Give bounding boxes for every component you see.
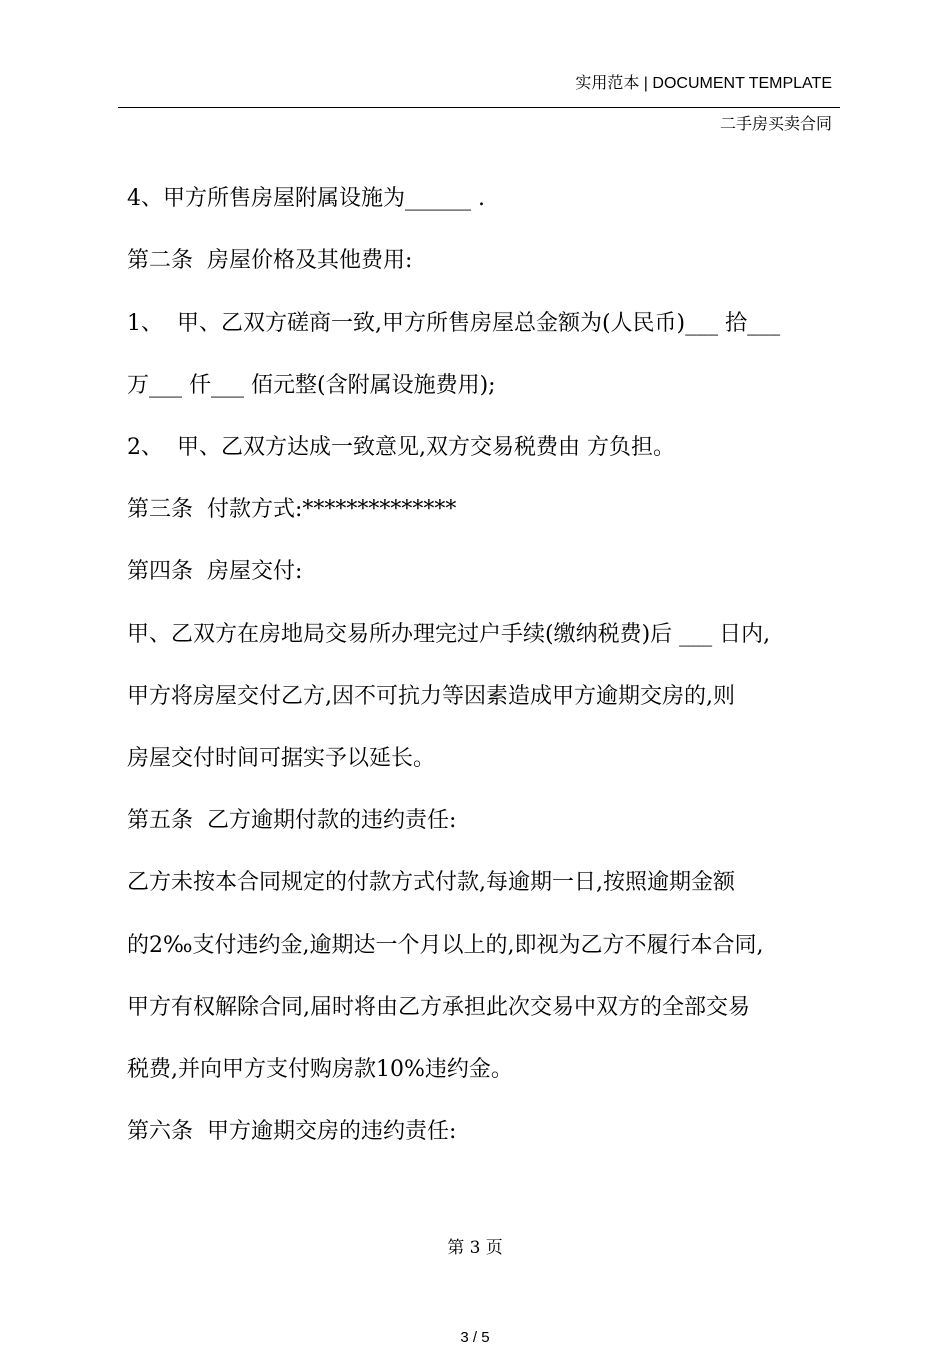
body-line: 乙方未按本合同规定的付款方式付款,每逾期一日,按照逾期金额 — [127, 870, 735, 895]
section-heading: 第四条 房屋交付: — [127, 559, 303, 584]
section-heading: 第五条 乙方逾期付款的违约责任: — [127, 808, 457, 833]
body-line: 万___ 仟___ 佰元整(含附属设施费用); — [127, 373, 496, 398]
section-heading: 第六条 甲方逾期交房的违约责任: — [127, 1119, 457, 1144]
body-line: 税费,并向甲方支付购房款10%违约金。 — [127, 1057, 513, 1082]
section-heading: 第三条 付款方式:************** — [127, 497, 457, 522]
body-line: 房屋交付时间可据实予以延长。 — [127, 746, 436, 771]
page-number: 第 3 页 — [447, 1238, 503, 1258]
body-line: 甲方有权解除合同,届时将由乙方承担此次交易中双方的全部交易 — [127, 995, 750, 1020]
section-heading: 第二条 房屋价格及其他费用: — [127, 248, 413, 273]
document-title: 二手房买卖合同 — [719, 116, 832, 133]
header-divider — [118, 107, 840, 108]
body-line: 1、 甲、乙双方磋商一致,甲方所售房屋总金额为(人民币)___ 拾___ — [127, 311, 781, 336]
body-line: 甲、乙双方在房地局交易所办理完过户手续(缴纳税费)后 ___ 日内, — [127, 622, 771, 647]
body-line: 的2‰支付违约金,逾期达一个月以上的,即视为乙方不履行本合同, — [127, 933, 764, 958]
header-brand: 实用范本 | DOCUMENT TEMPLATE — [575, 75, 832, 92]
body-line: 4、甲方所售房屋附属设施为______ . — [127, 186, 485, 211]
body-line: 2、 甲、乙双方达成一致意见,双方交易税费由 方负担。 — [127, 435, 675, 460]
body-line: 甲方将房屋交付乙方,因不可抗力等因素造成甲方逾期交房的,则 — [127, 684, 735, 709]
page-counter: 3 / 5 — [460, 1329, 490, 1346]
